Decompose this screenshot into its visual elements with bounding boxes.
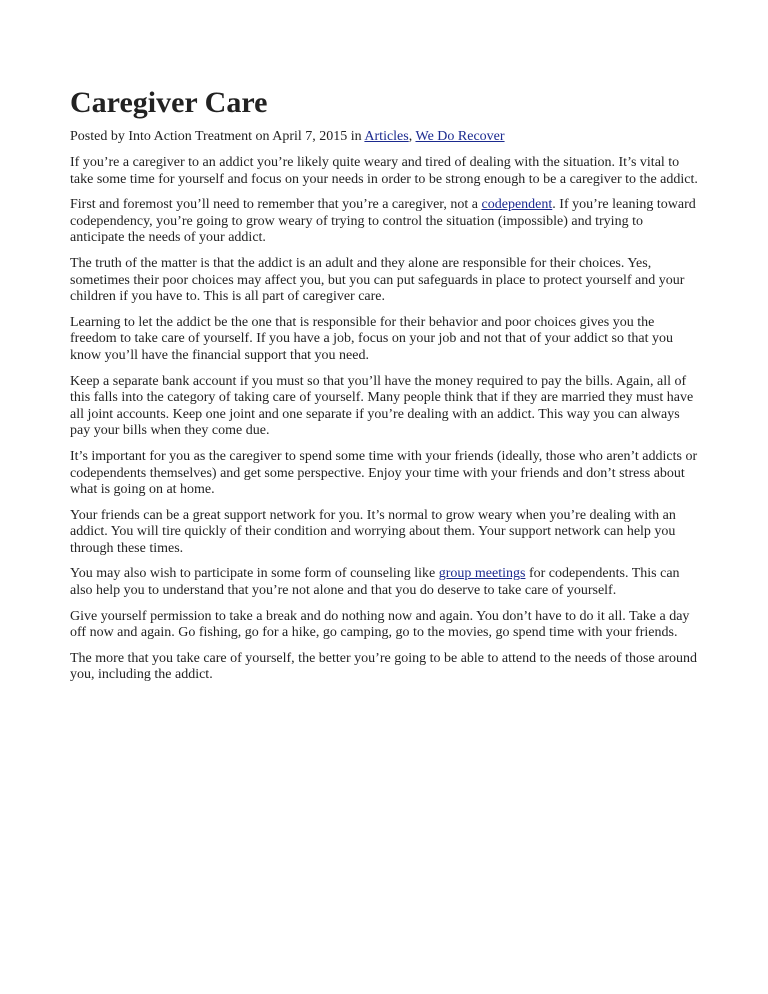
paragraph-2-text-before: First and foremost you’ll need to remember that you’re a caregiver, not a [70,197,482,213]
paragraph-3: The truth of the matter is that the addict is an adult and they alone are responsible for their choices. Yes, sometimes their poor choices may affect you, but you can put safeguards in place to protect yourself and your children if you have to. This is all part of caregiver care. [70,255,685,305]
category-link-articles[interactable]: Articles [364,129,409,144]
paragraph-6: It’s important for you as the caregiver to spend some time with your friends (ideally, those who aren’t addicts or codependents themselves) and get some perspective. Enjoy your time with your friends and don’t stress about what is going on at home. [70,448,698,498]
paragraph-4: Learning to let the addict be the one that is responsible for their behavior and poor choices gives you the freedom to take care of yourself. If you have a job, focus on your job and not that of your addict so that you know you’ll have the financial support that you need. [70,314,673,363]
paragraph-8-text-after: for codependents. This can also help you to understand that you’re not alone and that you do deserve to take care of yourself. [70,566,680,599]
paragraph-8-text-before: You may also wish to participate in some form of counseling like [70,566,439,582]
paragraph-5: Keep a separate bank account if you must so that you’ll have the money required to pay the bills. Again, all of this falls into the category of taking care of yourself. Many people think that if they are married they must have all joint accounts. Keep one joint and one separate if you’re dealing with an addict. This way you can always pay your bills when they come due. [70,373,694,439]
paragraph-10: The more that you take care of yourself, the better you’re going to be able to attend to the needs of those around you, including the addict. [70,650,698,683]
paragraph-2 [70,197,700,247]
paragraph-7: Your friends can be a great support network for you. It’s normal to grow weary when you’re dealing with an addict. You will tire quickly of their condition and worrying about them. Your support network can help you through these times. [70,507,676,556]
paragraph-8 [70,566,700,599]
article-title: Caregiver Care [70,86,268,119]
category-link-we-do-recover[interactable]: We Do Recover [415,129,505,144]
category-separator: , [408,129,416,144]
paragraph-9: Give yourself permission to take a break and do nothing now and again. You don’t have to do it all. Take a day off now and again. Go fishing, go for a hike, go camping, go to the movies, go spend time with your friends. [70,608,690,641]
post-meta [70,128,700,145]
post-meta-byline: Posted by Into Action Treatment on April 7, 2015 in [70,129,365,144]
article [70,86,700,693]
paragraph-2-text-after: . If you’re leaning toward codependency, you’re going to grow weary of trying to control the situation (impossible) and trying to anticipate the needs of your addict. [70,197,696,246]
paragraph-1: If you’re a caregiver to an addict you’re likely quite weary and tired of dealing with the situation. It’s vital to take some time for yourself and focus on your needs in order to be strong enough to be a caregiver to the addict. [70,155,698,187]
codependent-link[interactable]: codependent [481,197,553,213]
group-meetings-link[interactable]: group meetings [438,566,526,582]
